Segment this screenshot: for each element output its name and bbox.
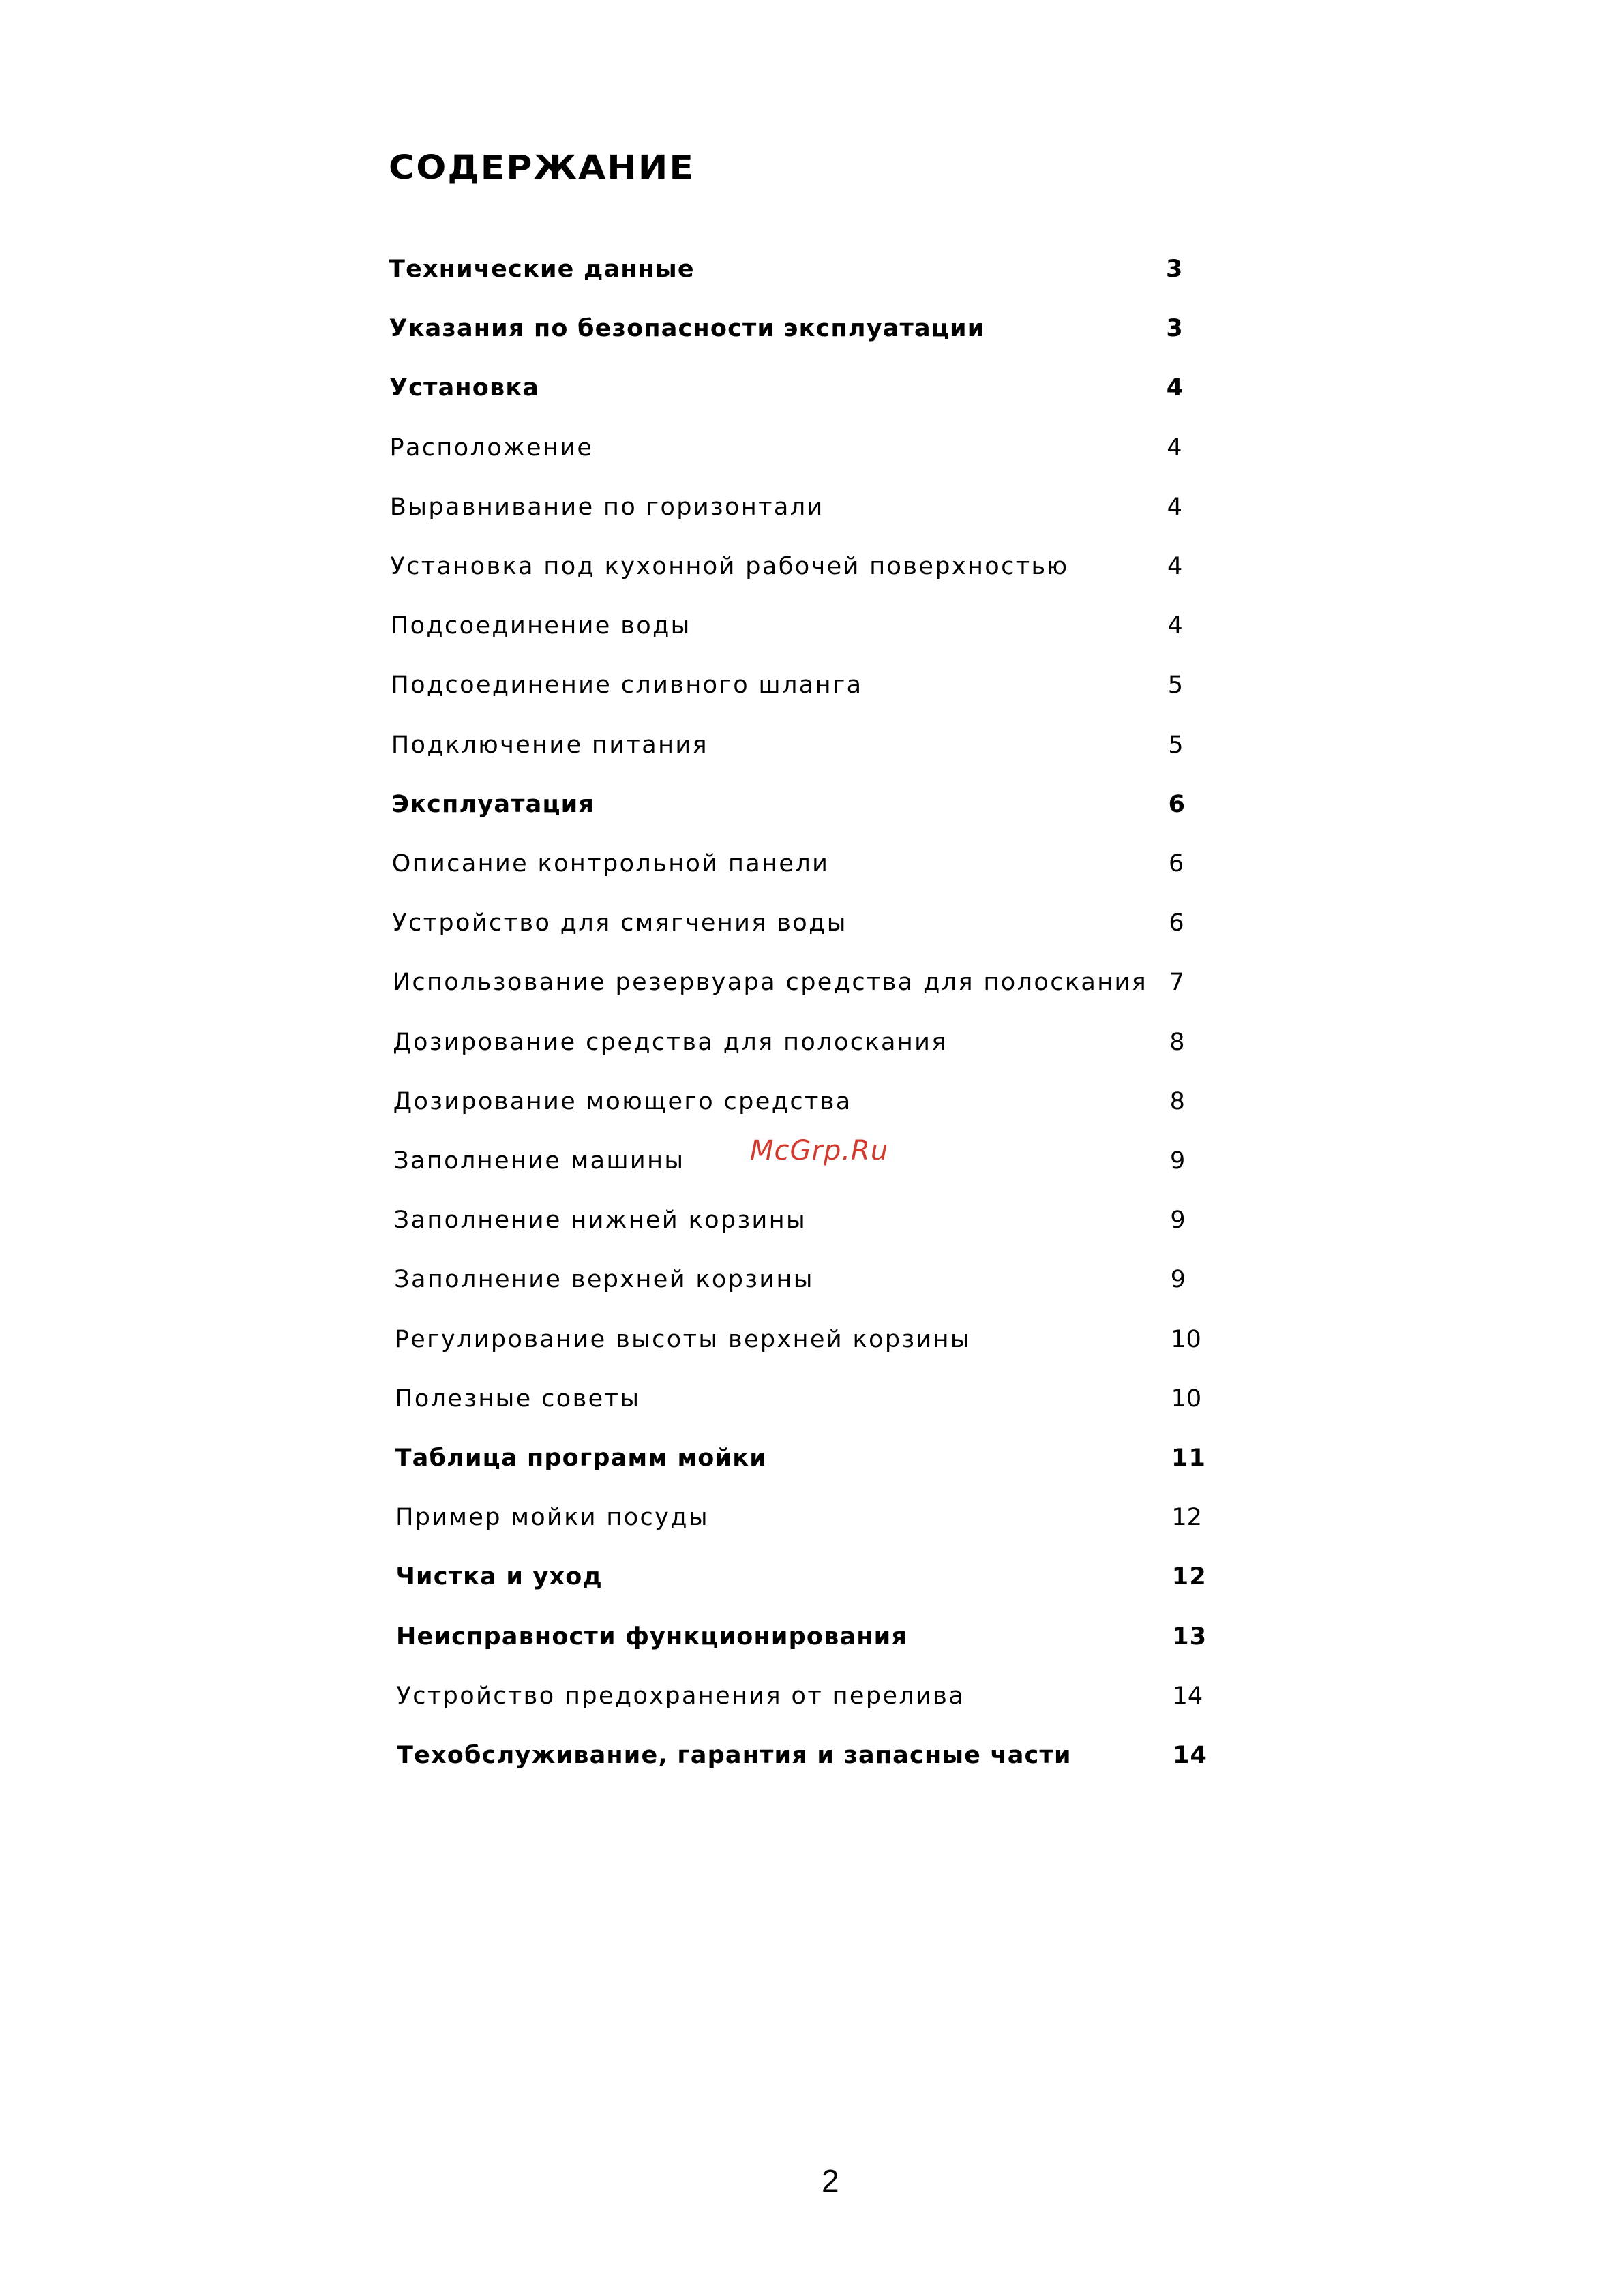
toc-entry-title: Дозирование средства для полоскания <box>393 1028 948 1056</box>
toc-entry-title: Дозирование моющего средства <box>393 1087 852 1115</box>
toc-entry[interactable] <box>396 1616 1282 1657</box>
toc-entry[interactable] <box>393 1022 1279 1063</box>
toc-entry-title: Подключение питания <box>391 731 708 759</box>
toc-entry-page: 8 <box>1169 1087 1185 1115</box>
toc-entry-page: 3 <box>1166 256 1184 283</box>
toc-entry-title: Подсоединение воды <box>390 612 691 640</box>
toc-entry-title: Техобслуживание, гарантия и запасные части <box>397 1742 1072 1769</box>
toc-entry[interactable] <box>395 1319 1281 1360</box>
toc-entry-title: Выравнивание по горизонтали <box>389 493 824 521</box>
toc-entry[interactable] <box>392 843 1278 884</box>
toc-entry[interactable] <box>397 1735 1283 1776</box>
toc-entry-title: Таблица программ мойки <box>395 1445 767 1472</box>
toc-entry[interactable] <box>391 665 1277 706</box>
toc-entry[interactable] <box>390 546 1276 587</box>
toc-entry[interactable] <box>397 1676 1283 1717</box>
toc-entry-title: Неисправности функционирования <box>396 1622 908 1650</box>
toc-entry[interactable] <box>395 1497 1282 1538</box>
toc-entry[interactable] <box>393 1081 1280 1122</box>
toc-entry[interactable] <box>389 249 1275 290</box>
toc-entry-title: Заполнение нижней корзины <box>393 1207 807 1235</box>
toc-entry-page: 14 <box>1172 1682 1203 1710</box>
toc-entry[interactable] <box>394 1259 1280 1300</box>
toc-entry-page: 4 <box>1167 553 1183 580</box>
toc-entry[interactable] <box>391 725 1278 766</box>
toc-entry[interactable] <box>395 1438 1282 1479</box>
watermark: McGrp.Ru <box>750 1135 889 1166</box>
toc-entry[interactable] <box>390 487 1276 528</box>
toc-entry-page: 6 <box>1168 790 1186 818</box>
toc-entry[interactable] <box>396 1556 1282 1597</box>
toc-entry-page: 13 <box>1172 1622 1207 1650</box>
toc-entry[interactable] <box>389 308 1275 349</box>
toc-entry-page: 8 <box>1169 1028 1185 1056</box>
toc-entry[interactable] <box>389 367 1276 408</box>
toc-entry[interactable] <box>391 605 1277 646</box>
toc-entry-page: 6 <box>1168 850 1184 877</box>
page-number: 2 <box>822 2163 839 2199</box>
toc-entry[interactable] <box>394 1200 1280 1241</box>
toc-entry-page: 3 <box>1166 315 1184 343</box>
toc-entry-title: Установка под кухонной рабочей поверхностью <box>390 553 1069 580</box>
toc-entry-page: 5 <box>1168 731 1184 759</box>
toc-entry-title: Использование резервуара средства для полоскания <box>392 969 1148 997</box>
toc-entry-page: 4 <box>1167 612 1183 640</box>
toc-entry-page: 9 <box>1169 1147 1186 1175</box>
toc-entry-title: Устройство предохранения от перелива <box>396 1682 965 1710</box>
toc-entry[interactable] <box>395 1378 1281 1419</box>
toc-entry-title: Технические данные <box>389 256 695 283</box>
toc-entry[interactable] <box>392 903 1278 943</box>
toc-entry-page: 14 <box>1173 1742 1208 1769</box>
toc-entry-page: 6 <box>1169 909 1184 937</box>
toc-entry-title: Устройство для смягчения воды <box>392 909 847 937</box>
toc-entry-title: Указания по безопасности эксплуатации <box>389 315 985 343</box>
toc-entry-title: Подсоединение сливного шланга <box>391 671 863 699</box>
toc-entry-page: 9 <box>1170 1207 1186 1235</box>
toc-entry-page: 7 <box>1169 969 1185 997</box>
toc-entry-title: Полезные советы <box>395 1385 641 1413</box>
toc-entry-title: Заполнение верхней корзины <box>394 1266 814 1294</box>
toc-entry-page: 5 <box>1167 671 1184 699</box>
toc-entry-page: 4 <box>1167 493 1182 521</box>
toc-entry-page: 12 <box>1171 1504 1202 1532</box>
toc-entry-title: Установка <box>389 374 540 402</box>
toc-entry-page: 4 <box>1166 374 1184 402</box>
toc-entry-title: Расположение <box>389 434 594 462</box>
toc-entry-title: Эксплуатация <box>391 790 595 818</box>
toc-entry-page: 10 <box>1171 1325 1201 1353</box>
toc-entry-title: Регулирование высоты верхней корзины <box>394 1325 971 1353</box>
toc-entry[interactable] <box>391 784 1278 825</box>
toc-entry[interactable] <box>393 962 1279 1003</box>
toc-entry-title: Описание контрольной панели <box>391 850 830 877</box>
toc-entry-page: 4 <box>1167 434 1182 462</box>
toc-entry[interactable] <box>389 427 1276 468</box>
page-title: СОДЕРЖАНИЕ <box>389 149 695 187</box>
toc-entry-title: Заполнение машины <box>393 1147 685 1175</box>
toc-entry-title: Чистка и уход <box>395 1563 603 1591</box>
toc-entry-page: 12 <box>1171 1563 1207 1591</box>
toc-entry-page: 9 <box>1170 1266 1186 1294</box>
toc-entry-title: Пример мойки посуды <box>395 1504 709 1532</box>
toc-entry-page: 11 <box>1171 1445 1207 1472</box>
toc-entry-page: 10 <box>1171 1385 1202 1413</box>
